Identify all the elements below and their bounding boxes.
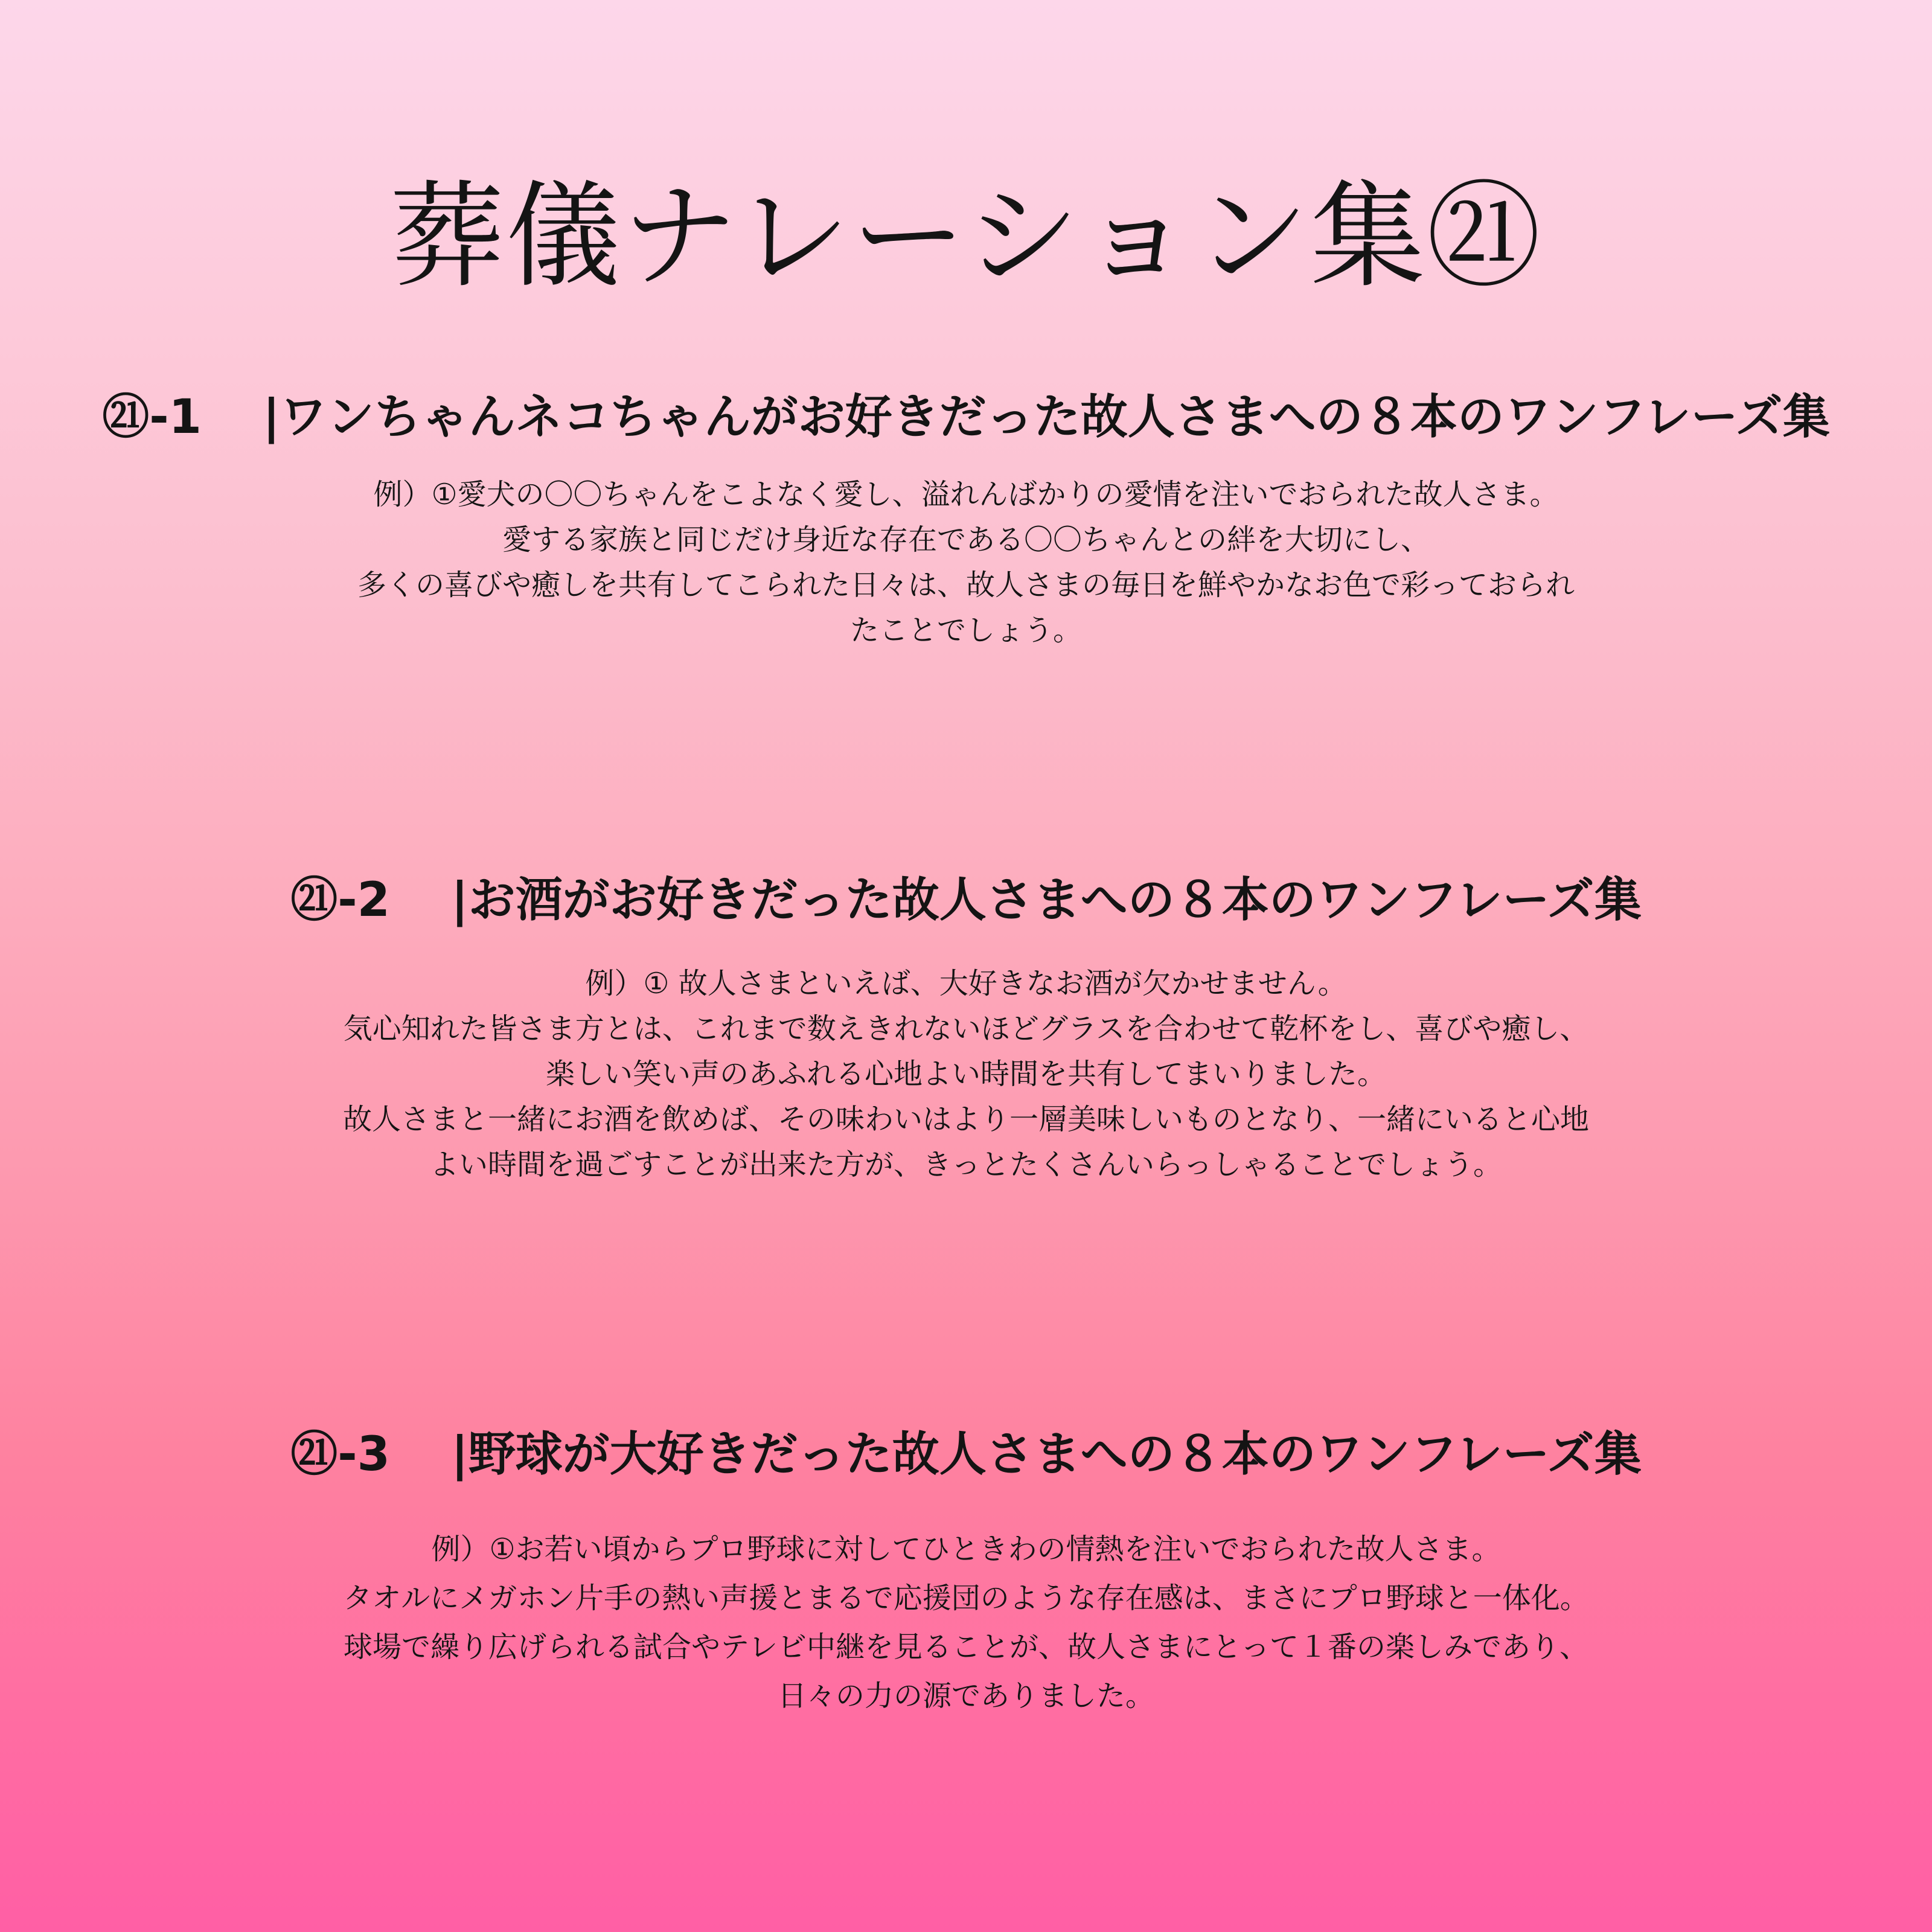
- section-heading: [0, 873, 1932, 927]
- section-heading: [0, 1427, 1932, 1482]
- section-example-text: [0, 961, 1932, 1188]
- narration-section-1: [0, 390, 1932, 653]
- narration-section-2: [0, 873, 1932, 1188]
- page-title: 葬儀ナレーション集㉑: [389, 170, 1543, 304]
- section-number: ㉑-3: [290, 1427, 390, 1482]
- section-number: ㉑-2: [290, 873, 390, 927]
- section-title: 野球が大好きだった故人さまへの８本のワンフレーズ集: [468, 1427, 1642, 1482]
- example-line: 例）①お若い頃からプロ野球に対してひときわの情熱を注いでおられた故人さま。: [431, 1532, 1501, 1566]
- example-line: 故人さまと一緒にお酒を飲めば、その味わいはより一層美味しいものとなり、一緒にいると心地: [342, 1102, 1589, 1136]
- section-number: ㉑-1: [102, 390, 202, 444]
- section-separator: |: [451, 1427, 469, 1482]
- example-line: 球場で繰り広げられる試合やテレビ中継を見ることが、故人さまにとって１番の楽しみであり、: [343, 1630, 1589, 1664]
- example-line: よい時間を過ごすことが出来た方が、きっとたくさんいらっしゃることでしょう。: [429, 1148, 1502, 1182]
- section-separator: |: [263, 390, 280, 444]
- example-line: 楽しい笑い声のあふれる心地よい時間を共有してまいりました。: [545, 1057, 1386, 1091]
- example-line: 愛する家族と同じだけ身近な存在である〇〇ちゃんとの絆を大切にし、: [502, 523, 1430, 557]
- example-line: 例）①愛犬の〇〇ちゃんをこよなく愛し、溢れんばかりの愛情を注いでおられた故人さま。: [373, 478, 1559, 511]
- section-example-text: [0, 472, 1932, 653]
- section-example-text: [0, 1525, 1932, 1721]
- example-line: たことでしょう。: [849, 613, 1082, 647]
- narration-section-3: [0, 1427, 1932, 1721]
- section-heading: [0, 390, 1932, 444]
- section-title: お酒がお好きだった故人さまへの８本のワンフレーズ集: [468, 873, 1642, 927]
- section-separator: |: [451, 873, 469, 927]
- example-line: 例）① 故人さまといえば、大好きなお酒が欠かせません。: [585, 967, 1347, 1000]
- example-line: タオルにメガホン片手の熱い声援とまるで応援団のような存在感は、まさにプロ野球と一体化。: [343, 1581, 1589, 1615]
- example-line: 多くの喜びや癒しを共有してこられた日々は、故人さまの毎日を鮮やかなお色で彩っておられ: [357, 568, 1575, 602]
- section-title: ワンちゃんネコちゃんがお好きだった故人さまへの８本のワンフレーズ集: [280, 390, 1830, 444]
- example-line: 日々の力の源でありました。: [777, 1679, 1154, 1713]
- example-line: 気心知れた皆さま方とは、これまで数えきれないほどグラスを合わせて乾杯をし、喜びや癒し、: [343, 1012, 1589, 1046]
